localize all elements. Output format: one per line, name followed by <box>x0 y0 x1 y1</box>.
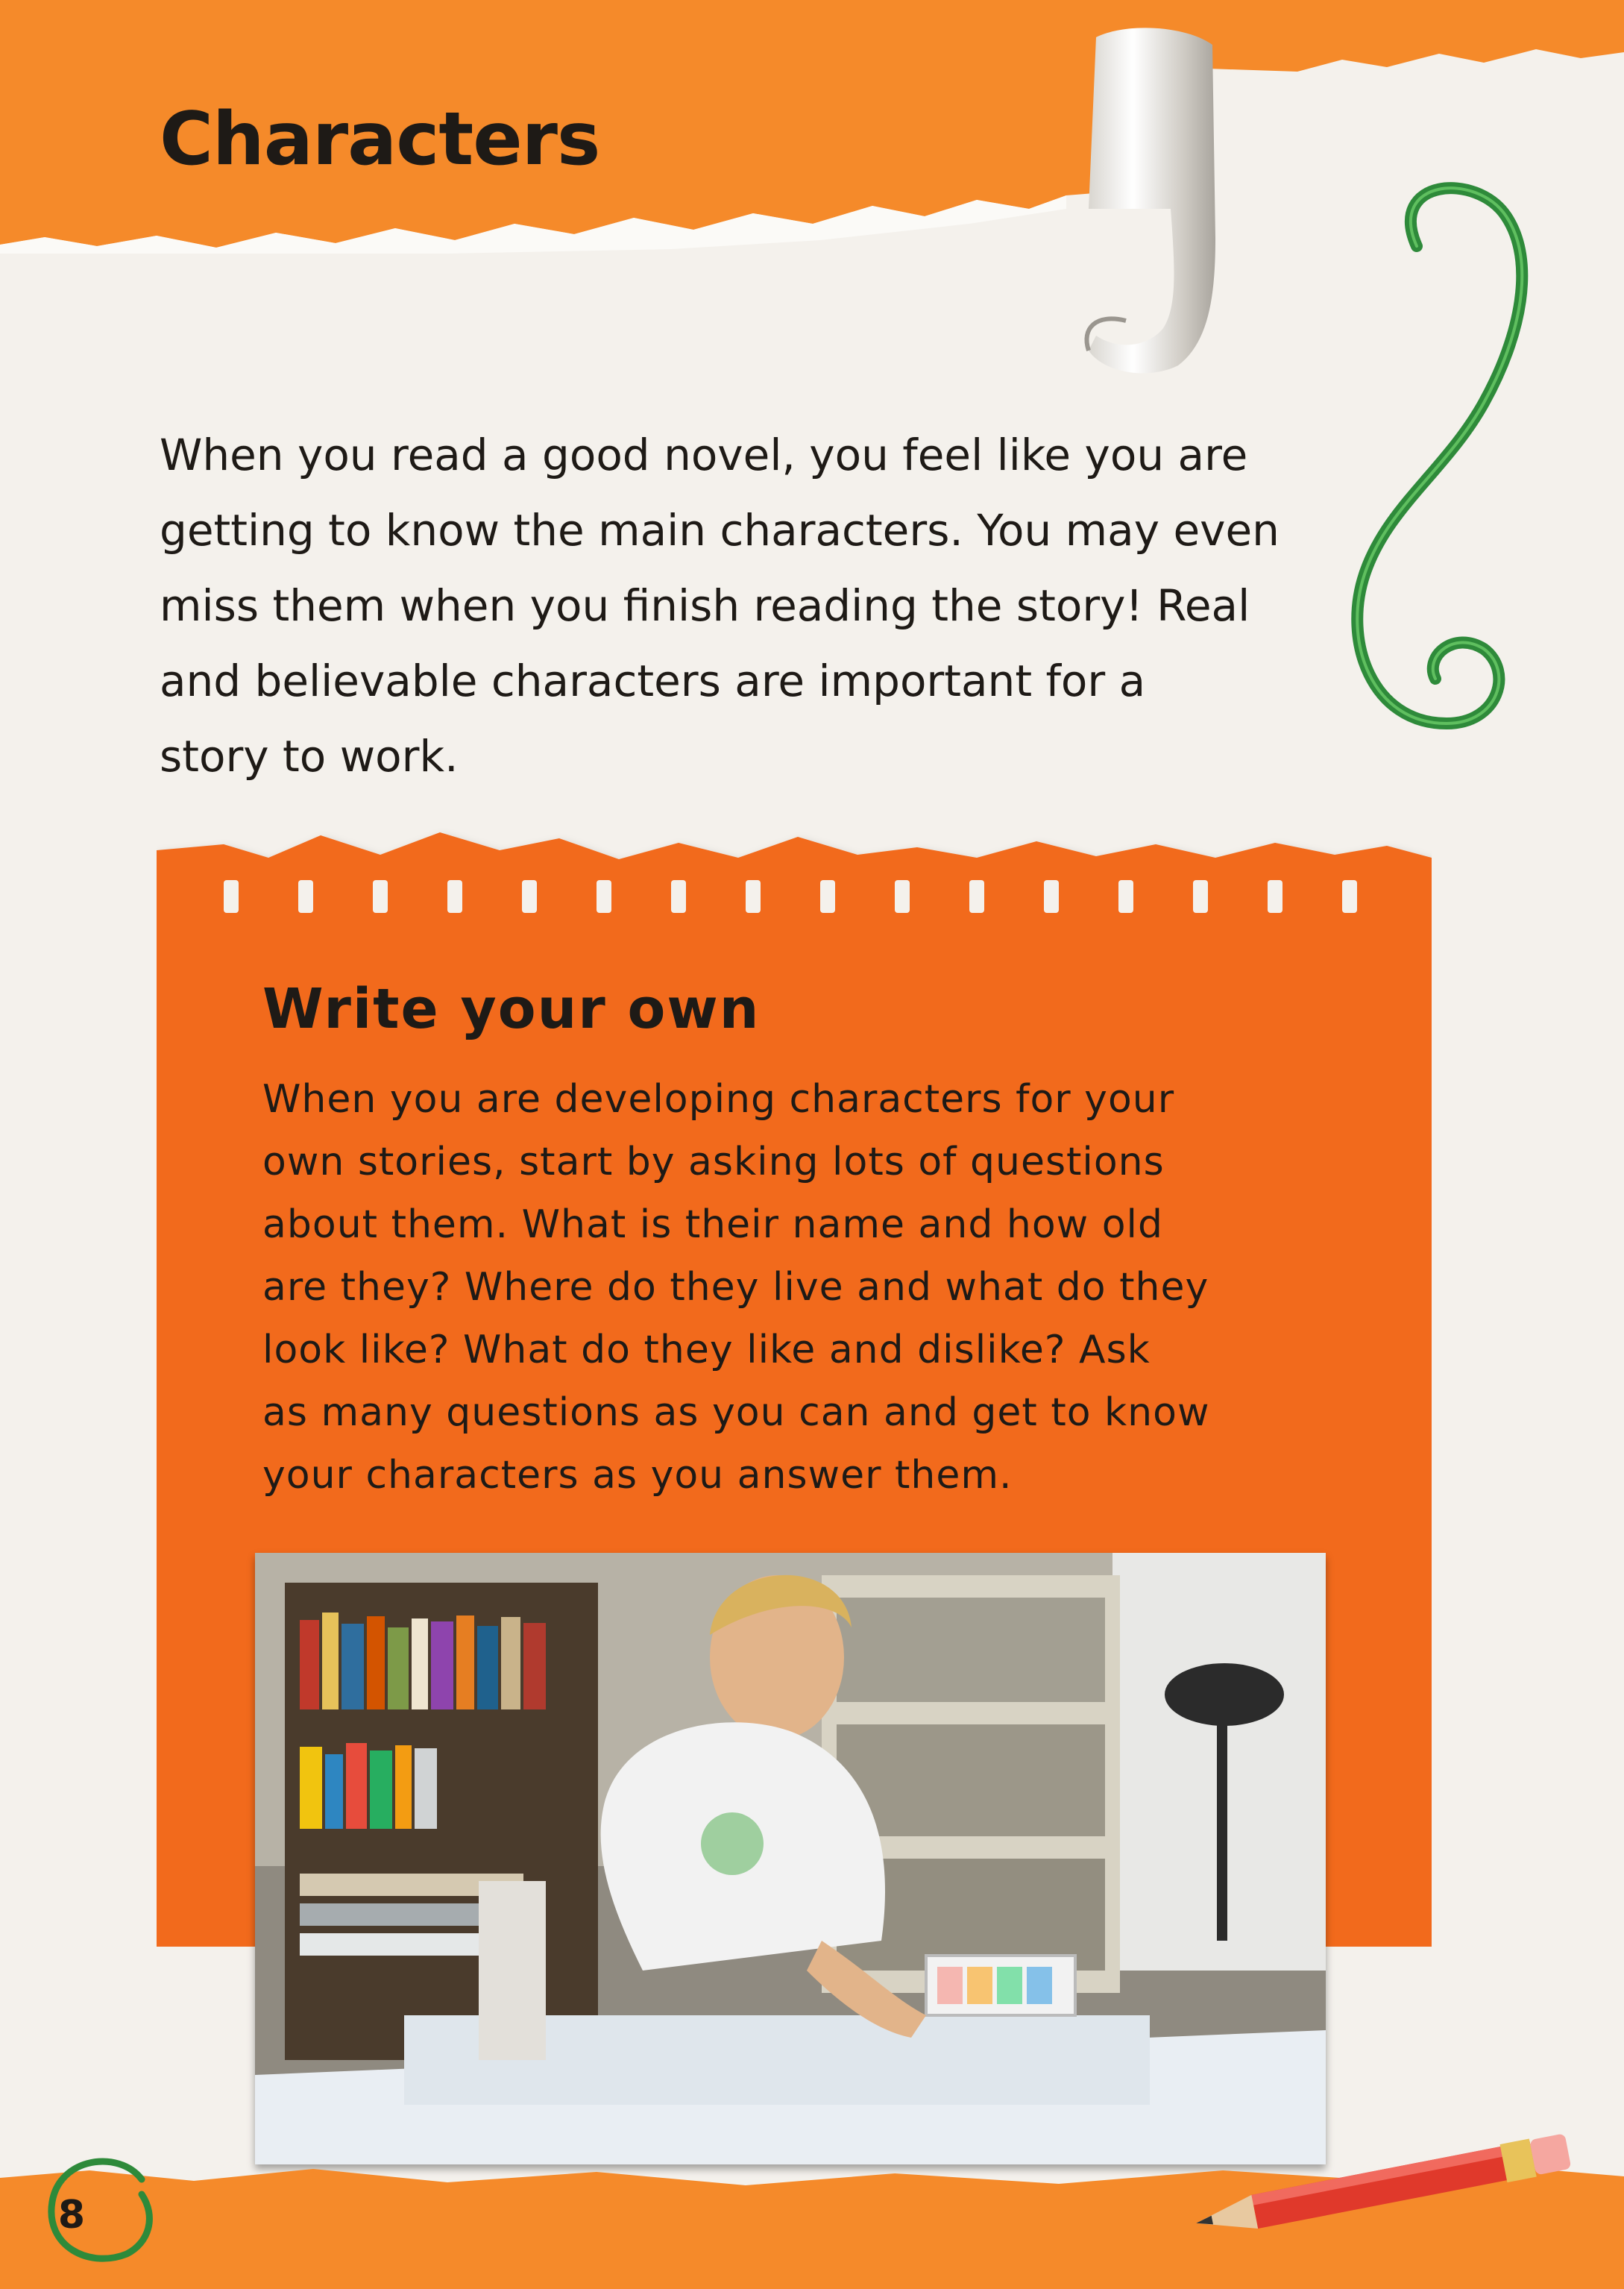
note-line: your characters as you answer them. <box>262 1453 1013 1498</box>
note-body <box>262 1068 1366 1507</box>
green-spiral-ribbon-icon <box>1297 157 1566 768</box>
author-at-desk-photo <box>255 1553 1326 2164</box>
intro-line: getting to know the main characters. You may even <box>160 505 1280 556</box>
page-number-ring-icon <box>30 2142 164 2276</box>
page-number: 8 <box>57 2193 86 2238</box>
note-line: own stories, start by asking lots of questions <box>262 1140 1165 1184</box>
note-line: look like? What do they like and dislike? Ask <box>262 1328 1151 1372</box>
intro-line: story to work. <box>160 731 459 782</box>
note-line: about them. What is their name and how old <box>262 1202 1163 1247</box>
note-line: as many questions as you can and get to know <box>262 1390 1210 1435</box>
intro-line: When you read a good novel, you feel like you are <box>160 430 1248 480</box>
intro-paragraph <box>160 418 1323 794</box>
note-line: When you are developing characters for your <box>262 1077 1175 1122</box>
pencil-icon <box>1163 2129 1596 2249</box>
note-line: are they? Where do they live and what do they <box>262 1265 1209 1310</box>
intro-line: and believable characters are important for a <box>160 656 1146 706</box>
paper-curl-icon <box>1066 15 1230 380</box>
intro-line: miss them when you finish reading the story! Real <box>160 580 1250 631</box>
page-title: Characters <box>160 97 600 182</box>
note-heading: Write your own <box>262 977 761 1041</box>
